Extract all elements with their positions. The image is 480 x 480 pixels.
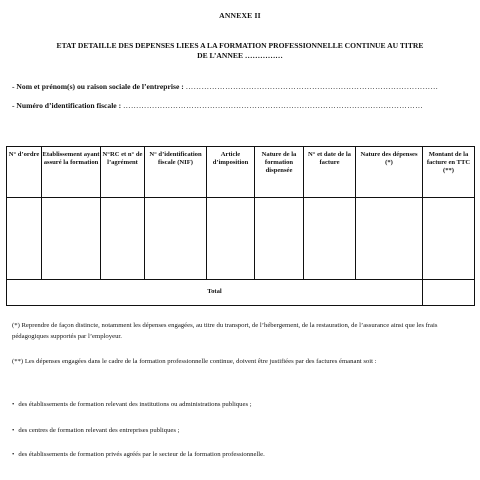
company-name-label: - Nom et prénom(s) ou raison sociale de l’entreprise : bbox=[12, 82, 184, 91]
list-item-text: des établissements de formation privés agréés par le secteur de la formation professionnelle. bbox=[18, 451, 265, 458]
company-name-blank[interactable]: …………………………………………………………………………………… bbox=[185, 82, 439, 91]
cell-institution[interactable] bbox=[42, 197, 101, 279]
cell-rc-approval[interactable] bbox=[101, 197, 145, 279]
column-header-institution: Etablissement ayant assuré la formation bbox=[42, 147, 101, 198]
column-header-amount: Montant de la facture en TTC (**) bbox=[423, 147, 475, 198]
expenses-table bbox=[6, 146, 475, 306]
table-row bbox=[7, 197, 475, 279]
title-line-2: DE L’ANNEE …………… bbox=[197, 51, 283, 60]
bullet-icon: • bbox=[12, 427, 15, 434]
column-header-nif: N° d’identification fiscale (NIF) bbox=[145, 147, 207, 198]
column-header-order-number: N° d’ordre bbox=[7, 147, 42, 198]
cell-amount[interactable] bbox=[423, 197, 475, 279]
column-header-expense-type: Nature des dépenses (*) bbox=[356, 147, 423, 198]
tax-id-blank[interactable]: …………………………………………………………………………………………………… bbox=[123, 101, 423, 110]
column-header-tax-article: Article d’imposition bbox=[207, 147, 255, 198]
cell-tax-article[interactable] bbox=[207, 197, 255, 279]
table-header-row bbox=[7, 147, 475, 198]
cell-invoice[interactable] bbox=[304, 197, 356, 279]
tax-id-label: - Numéro d’identification fiscale : bbox=[12, 101, 122, 110]
total-label: Total bbox=[7, 279, 423, 305]
column-header-training-type: Nature de la formation dispensée bbox=[255, 147, 304, 198]
cell-nif[interactable] bbox=[145, 197, 207, 279]
title-line-1: ETAT DETAILLE DES DEPENSES LIEES A LA FORMATION PROFESSIONNELLE CONTINUE AU TITRE bbox=[56, 41, 424, 50]
tax-id-field bbox=[12, 101, 423, 110]
list-item bbox=[12, 451, 265, 458]
total-amount-cell[interactable] bbox=[423, 279, 475, 305]
annex-heading: ANNEXE II bbox=[219, 11, 261, 20]
footnote-expense-type: (*) Reprendre de façon distincte, notamment les dépenses engagées, au titre du transport, de l’hébergement, de la restauration, de l’assurance ainsi que les frais pédagogiques supportés par l’employeur. bbox=[12, 322, 438, 340]
list-item bbox=[12, 401, 252, 408]
document-title bbox=[14, 41, 466, 61]
list-item-text: des centres de formation relevant des entreprises publiques ; bbox=[18, 427, 180, 434]
column-header-rc-approval: N°RC et n° de l’agrément bbox=[101, 147, 145, 198]
cell-order-number[interactable] bbox=[7, 197, 42, 279]
total-row bbox=[7, 279, 475, 305]
column-header-invoice: N° et date de la facture bbox=[304, 147, 356, 198]
list-item bbox=[12, 427, 180, 434]
footnote-invoice-justification: (**) Les dépenses engagées dans le cadre de la formation professionnelle continue, doivent être justifiées par des factures émanant soit : bbox=[12, 358, 377, 365]
cell-training-type[interactable] bbox=[255, 197, 304, 279]
bullet-icon: • bbox=[12, 451, 15, 458]
company-name-field bbox=[12, 82, 438, 91]
bullet-icon: • bbox=[12, 401, 15, 408]
list-item-text: des établissements de formation relevant des institutions ou administrations publiques ; bbox=[18, 401, 252, 408]
cell-expense-type[interactable] bbox=[356, 197, 423, 279]
